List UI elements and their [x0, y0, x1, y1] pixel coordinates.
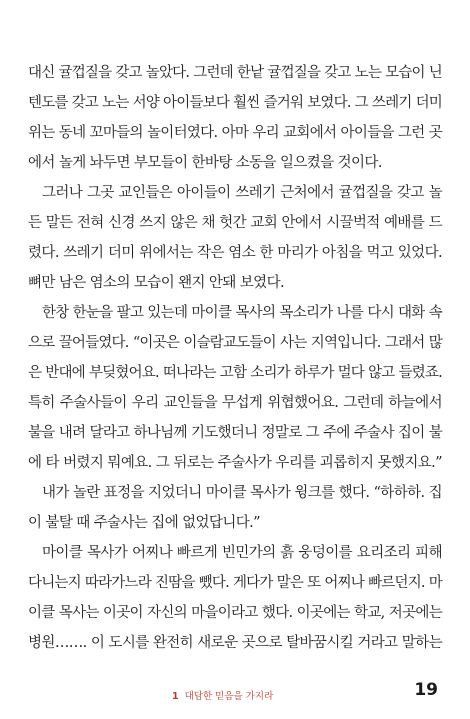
text-line: 텐도를 갖고 노는 서양 아이들보다 훨씬 즐거워 보였다. 그 쓰레기 더미 — [28, 95, 442, 111]
paragraph-3 — [28, 298, 442, 478]
text-line: 으로 끌어들였다. “이곳은 이슬람교도들이 사는 지역입니다. 그래서 많 — [28, 335, 442, 351]
page-text — [28, 58, 442, 658]
text-line: 그러나 그곳 교인들은 아이들이 쓰레기 근처에서 귤껍질을 갖고 놀 — [42, 185, 442, 201]
text-line: 은 반대에 부딪혔어요. 떠나라는 고함 소리가 하루가 멀다 않고 들렸죠. — [28, 365, 442, 381]
chapter-number: 1 — [172, 691, 179, 702]
paragraph-4 — [28, 478, 442, 538]
paragraph-5 — [28, 538, 442, 658]
text-line: 이 불탈 때 주술사는 집에 없었답니다.” — [28, 515, 260, 531]
text-line: 에서 놀게 놔두면 부모들이 한바탕 소동을 일으켰을 것이다. — [28, 155, 382, 171]
running-footer — [172, 688, 273, 702]
text-line: 대신 귤껍질을 갖고 놀았다. 그런데 한낱 귤껍질을 갖고 노는 모습이 닌 — [28, 65, 442, 81]
text-line: 뼈만 남은 염소의 모습이 왠지 안돼 보였다. — [28, 275, 284, 291]
page-number: 19 — [414, 680, 438, 700]
chapter-title: 대담한 믿음을 가지라 — [184, 691, 274, 702]
text-line: 이클 목사는 이곳이 자신의 마을이라고 했다. 이곳에는 학교, 저곳에는 — [28, 605, 442, 621]
text-line: 내가 놀란 표정을 지었더니 마이클 목사가 윙크를 했다. “하하하. 집 — [42, 485, 442, 501]
text-line: 불을 내려 달라고 하나님께 기도했더니 정말로 그 주에 주술사 집이 불 — [28, 425, 442, 441]
text-line: 특히 주술사들이 우리 교인들을 무섭게 위협했어요. 그런데 하늘에서 — [28, 395, 442, 411]
page-footer — [0, 680, 470, 704]
text-line: 병원……. 이 도시를 완전히 새로운 곳으로 탈바꿈시킬 거라고 말하는 — [28, 635, 442, 651]
text-line: 에 타 버렸지 뭐예요. 그 뒤로는 주술사가 우리를 괴롭히지 못했지요.” — [28, 455, 442, 471]
text-line: 위는 동네 꼬마들의 놀이터였다. 아마 우리 교회에서 아이들을 그런 곳 — [28, 125, 442, 141]
text-line: 든 말든 전혀 신경 쓰지 않은 채 헛간 교회 안에서 시끌벅적 예배를 드 — [28, 215, 442, 231]
paragraph-2 — [28, 178, 442, 298]
text-line: 다니는지 따라가느라 진땀을 뺐다. 게다가 말은 또 어찌나 빠르던지. 마 — [28, 575, 442, 591]
text-line: 한창 한눈을 팔고 있는데 마이클 목사의 목소리가 나를 다시 대화 속 — [42, 305, 442, 321]
text-line: 렸다. 쓰레기 더미 위에서는 작은 염소 한 마리가 아침을 먹고 있었다. — [28, 245, 442, 261]
paragraph-1 — [28, 58, 442, 178]
text-line: 마이클 목사가 어찌나 빠르게 빈민가의 흙 웅덩이를 요리조리 피해 — [42, 545, 442, 561]
